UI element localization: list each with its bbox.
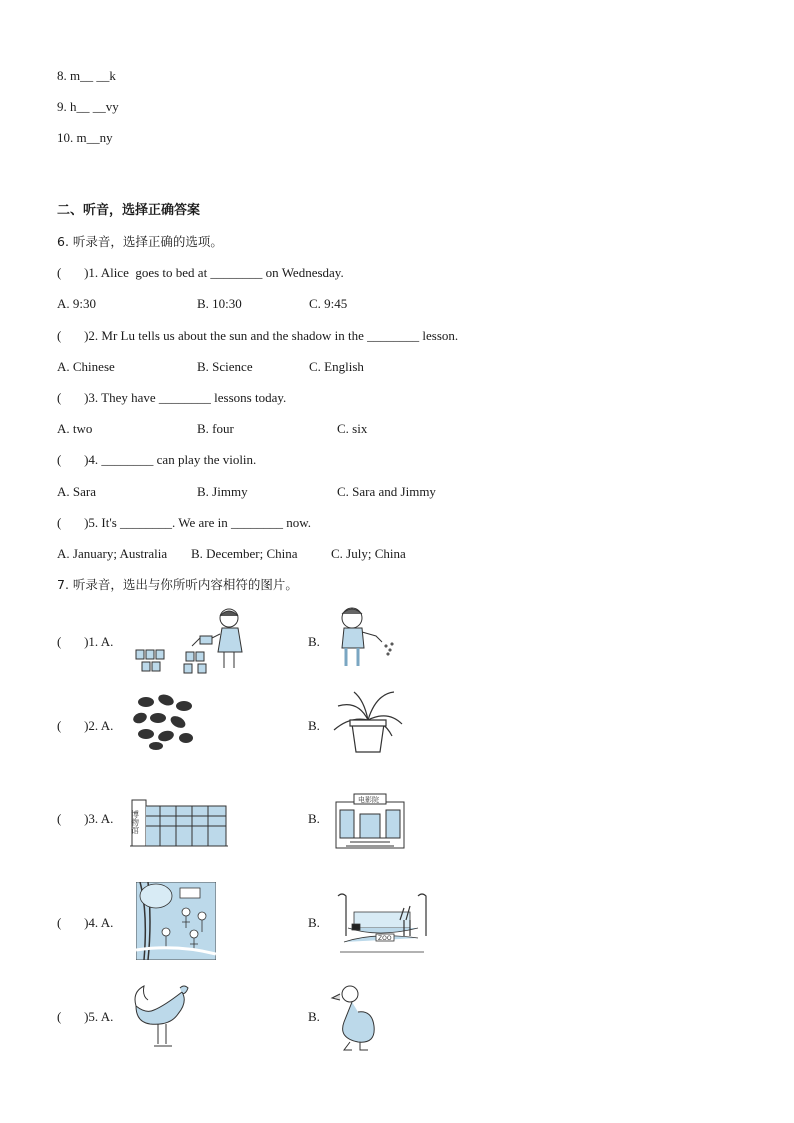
spelling-item-9: 9. h__ __vy	[57, 99, 119, 114]
q6-item-2-option-a: A. Chinese	[57, 359, 115, 374]
q6-item-3-option-b: B. four	[197, 421, 234, 436]
potted-plant-image	[330, 690, 406, 754]
section-heading: 二、听音，选择正确答案	[57, 203, 201, 218]
q7-item-3-label: ( )3. A.	[57, 811, 114, 826]
q6-item-5-option-c: C. July; China	[331, 546, 406, 561]
q6-item-4-option-c: C. Sara and Jimmy	[337, 484, 436, 499]
question-6-title: 6. 听录音，选择正确的选项。	[57, 234, 223, 249]
question-7-title: 7. 听录音，选出与你所听内容相符的图片。	[57, 577, 298, 592]
q6-item-1-option-b: B. 10:30	[197, 296, 242, 311]
q6-item-3-stem: ( )3. They have ________ lessons today.	[57, 390, 287, 405]
zoo-sign-text: ZOO	[378, 935, 392, 942]
q7-item-3-b-label: B.	[308, 811, 320, 826]
q7-item-1-b-label: B.	[308, 634, 320, 649]
cinema-building-image	[330, 790, 410, 850]
q7-item-2-b-label: B.	[308, 718, 320, 733]
boy-watering-image	[330, 604, 400, 672]
q6-item-5-stem: ( )5. It's ________. We are in ________ now.	[57, 515, 312, 530]
seeds-image	[132, 692, 196, 752]
spelling-item-10: 10. m__ny	[57, 130, 113, 145]
q7-item-2-label: ( )2. A.	[57, 718, 114, 733]
q6-item-2-option-b: B. Science	[197, 359, 253, 374]
q6-item-4-stem: ( )4. ________ can play the violin.	[57, 452, 257, 467]
q7-item-4-b-label: B.	[308, 915, 320, 930]
q6-item-2-stem: ( )2. Mr Lu tells us about the sun and the shadow in the ________ lesson.	[57, 328, 459, 343]
cinema-sign-text: 电影院	[358, 796, 379, 804]
q6-item-3-option-c: C. six	[337, 421, 368, 436]
q6-item-2-option-c: C. English	[309, 359, 364, 374]
q7-item-4-label: ( )4. A.	[57, 915, 114, 930]
q6-item-4-option-a: A. Sara	[57, 484, 96, 499]
q6-item-1-option-a: A. 9:30	[57, 296, 96, 311]
q6-item-1-stem: ( )1. Alice goes to bed at ________ on Wednesday.	[57, 265, 344, 280]
park-scene-image	[136, 882, 216, 960]
q6-item-4-option-b: B. Jimmy	[197, 484, 248, 499]
duck-image	[330, 982, 378, 1054]
q6-item-1-option-c: C. 9:45	[309, 296, 348, 311]
girl-watering-plants-image	[132, 604, 248, 674]
q6-item-5-option-b: B. December; China	[191, 546, 298, 561]
rooster-image	[132, 984, 194, 1052]
q6-item-5-option-a: A. January; Australia	[57, 546, 168, 561]
spelling-item-8: 8. m__ __k	[57, 68, 116, 83]
zoo-scene-image	[334, 890, 428, 956]
museum-sign-text: 博物馆	[130, 810, 140, 834]
q6-item-3-option-a: A. two	[57, 421, 93, 436]
q7-item-5-label: ( )5. A.	[57, 1009, 114, 1024]
q7-item-5-b-label: B.	[308, 1009, 320, 1024]
q7-item-1-label: ( )1. A.	[57, 634, 114, 649]
museum-building-image	[130, 790, 228, 848]
